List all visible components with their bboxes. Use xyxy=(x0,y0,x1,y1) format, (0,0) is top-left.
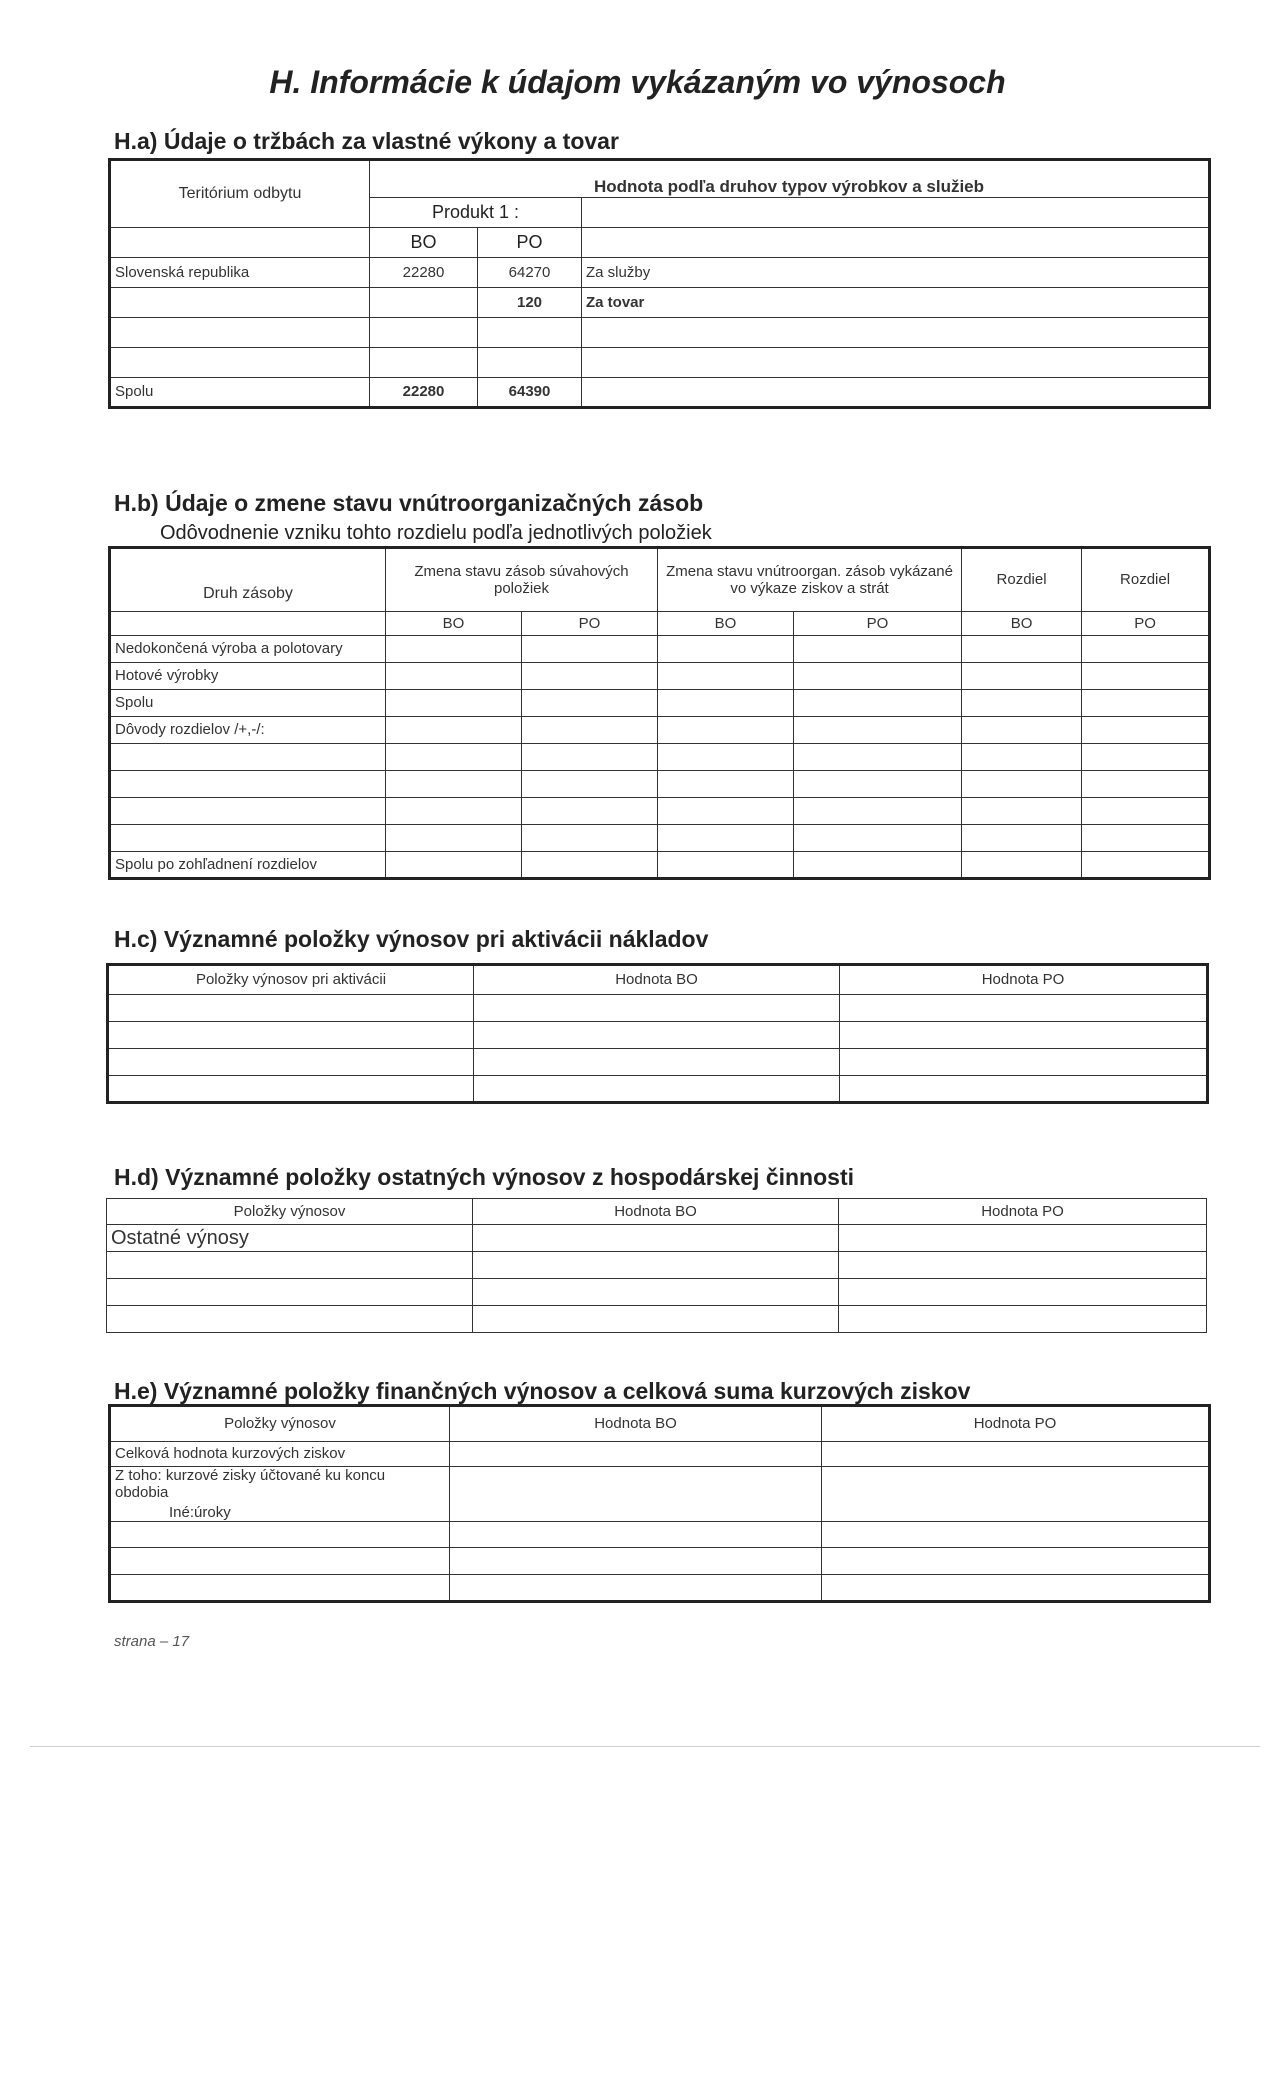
note-cell: Za tovar xyxy=(582,288,1210,318)
section-a-title: H.a) Údaje o tržbách za vlastné výkony a tovar xyxy=(114,128,619,154)
section-c-title: H.c) Významné položky výnosov pri aktivácii nákladov xyxy=(114,926,709,952)
table-row xyxy=(110,663,1210,690)
row-label: Hotové výrobky xyxy=(110,663,386,690)
bo-cell xyxy=(370,288,478,318)
col-bo: Hodnota BO xyxy=(474,965,840,995)
col-diff1: Rozdiel xyxy=(962,548,1082,612)
table-row xyxy=(110,258,1210,288)
table-row xyxy=(110,636,1210,663)
bo-cell: 22280 xyxy=(370,258,478,288)
empty-cell xyxy=(582,228,1210,258)
col-territory: Teritórium odbytu xyxy=(110,160,370,228)
col-po: Hodnota PO xyxy=(822,1406,1210,1442)
section-b-title: H.b) Údaje o zmene stavu vnútroorganizačných zásob xyxy=(114,490,704,516)
col-bo: Hodnota BO xyxy=(473,1199,839,1225)
table-row xyxy=(110,717,1210,744)
col-diff2: Rozdiel xyxy=(1082,548,1210,612)
po-cell: 120 xyxy=(478,288,582,318)
section-b-subtitle: Odôvodnenie vzniku tohto rozdielu podľa jednotlivých položiek xyxy=(160,522,712,544)
table-row xyxy=(107,1225,1207,1252)
col-po: PO xyxy=(478,228,582,258)
total-po: 64390 xyxy=(478,378,582,408)
col-bo: BO xyxy=(370,228,478,258)
total-bo: 22280 xyxy=(370,378,478,408)
col-po: PO xyxy=(794,612,962,636)
empty-cell xyxy=(110,228,370,258)
col-items: Položky výnosov xyxy=(107,1199,473,1225)
note-cell: Za služby xyxy=(582,258,1210,288)
col-value-header: Hodnota podľa druhov typov výrobkov a služieb xyxy=(370,160,1210,198)
row-label: Dôvody rozdielov /+,-/: xyxy=(110,717,386,744)
inventory-table xyxy=(108,546,1211,880)
table-row xyxy=(110,690,1210,717)
table-row xyxy=(110,1442,1210,1467)
empty-cell xyxy=(582,198,1210,228)
page-footer: strana – 17 xyxy=(114,1633,190,1650)
territory-cell xyxy=(110,288,370,318)
row-label: Ostatné výnosy xyxy=(107,1225,473,1252)
activation-table xyxy=(106,963,1209,1104)
total-row xyxy=(110,852,1210,879)
col-items: Položky výnosov pri aktivácii xyxy=(108,965,474,995)
product-label: Produkt 1 : xyxy=(370,198,582,228)
total-label: Spolu po zohľadnení rozdielov xyxy=(110,852,386,879)
total-row xyxy=(110,378,1210,408)
territory-cell: Slovenská republika xyxy=(110,258,370,288)
row-label: Spolu xyxy=(110,690,386,717)
table-row xyxy=(110,1467,1210,1522)
row-sublabel: Iné:úroky xyxy=(169,1503,231,1521)
col-change1: Zmena stavu zásob súvahových položiek xyxy=(386,548,658,612)
section-e-title: H.e) Významné položky finančných výnosov a celková suma kurzových ziskov xyxy=(114,1378,971,1404)
col-items: Položky výnosov xyxy=(110,1406,450,1442)
po-cell: 64270 xyxy=(478,258,582,288)
col-po: PO xyxy=(1082,612,1210,636)
financial-revenue-table xyxy=(108,1404,1211,1603)
col-bo: BO xyxy=(658,612,794,636)
sales-table xyxy=(108,158,1211,409)
row-label: Z toho: kurzové zisky účtované ku koncu obdobia xyxy=(115,1467,386,1502)
divider xyxy=(30,1746,1260,1747)
other-revenue-table xyxy=(106,1198,1207,1333)
col-po: PO xyxy=(522,612,658,636)
col-type: Druh zásoby xyxy=(110,548,386,612)
col-po: Hodnota PO xyxy=(840,965,1208,995)
col-po: Hodnota PO xyxy=(839,1199,1207,1225)
col-bo: BO xyxy=(962,612,1082,636)
row-label: Celková hodnota kurzových ziskov xyxy=(110,1442,450,1467)
page-title: H. Informácie k údajom vykázaným vo výnosoch xyxy=(269,64,1006,100)
row-label: Nedokončená výroba a polotovary xyxy=(110,636,386,663)
col-change2: Zmena stavu vnútroorgan. zásob vykázané vo výkaze ziskov a strát xyxy=(658,548,962,612)
col-bo: BO xyxy=(386,612,522,636)
empty-cell xyxy=(582,378,1210,408)
col-bo: Hodnota BO xyxy=(450,1406,822,1442)
table-row xyxy=(110,288,1210,318)
section-d-title: H.d) Významné položky ostatných výnosov z hospodárskej činnosti xyxy=(114,1164,854,1190)
total-label: Spolu xyxy=(110,378,370,408)
